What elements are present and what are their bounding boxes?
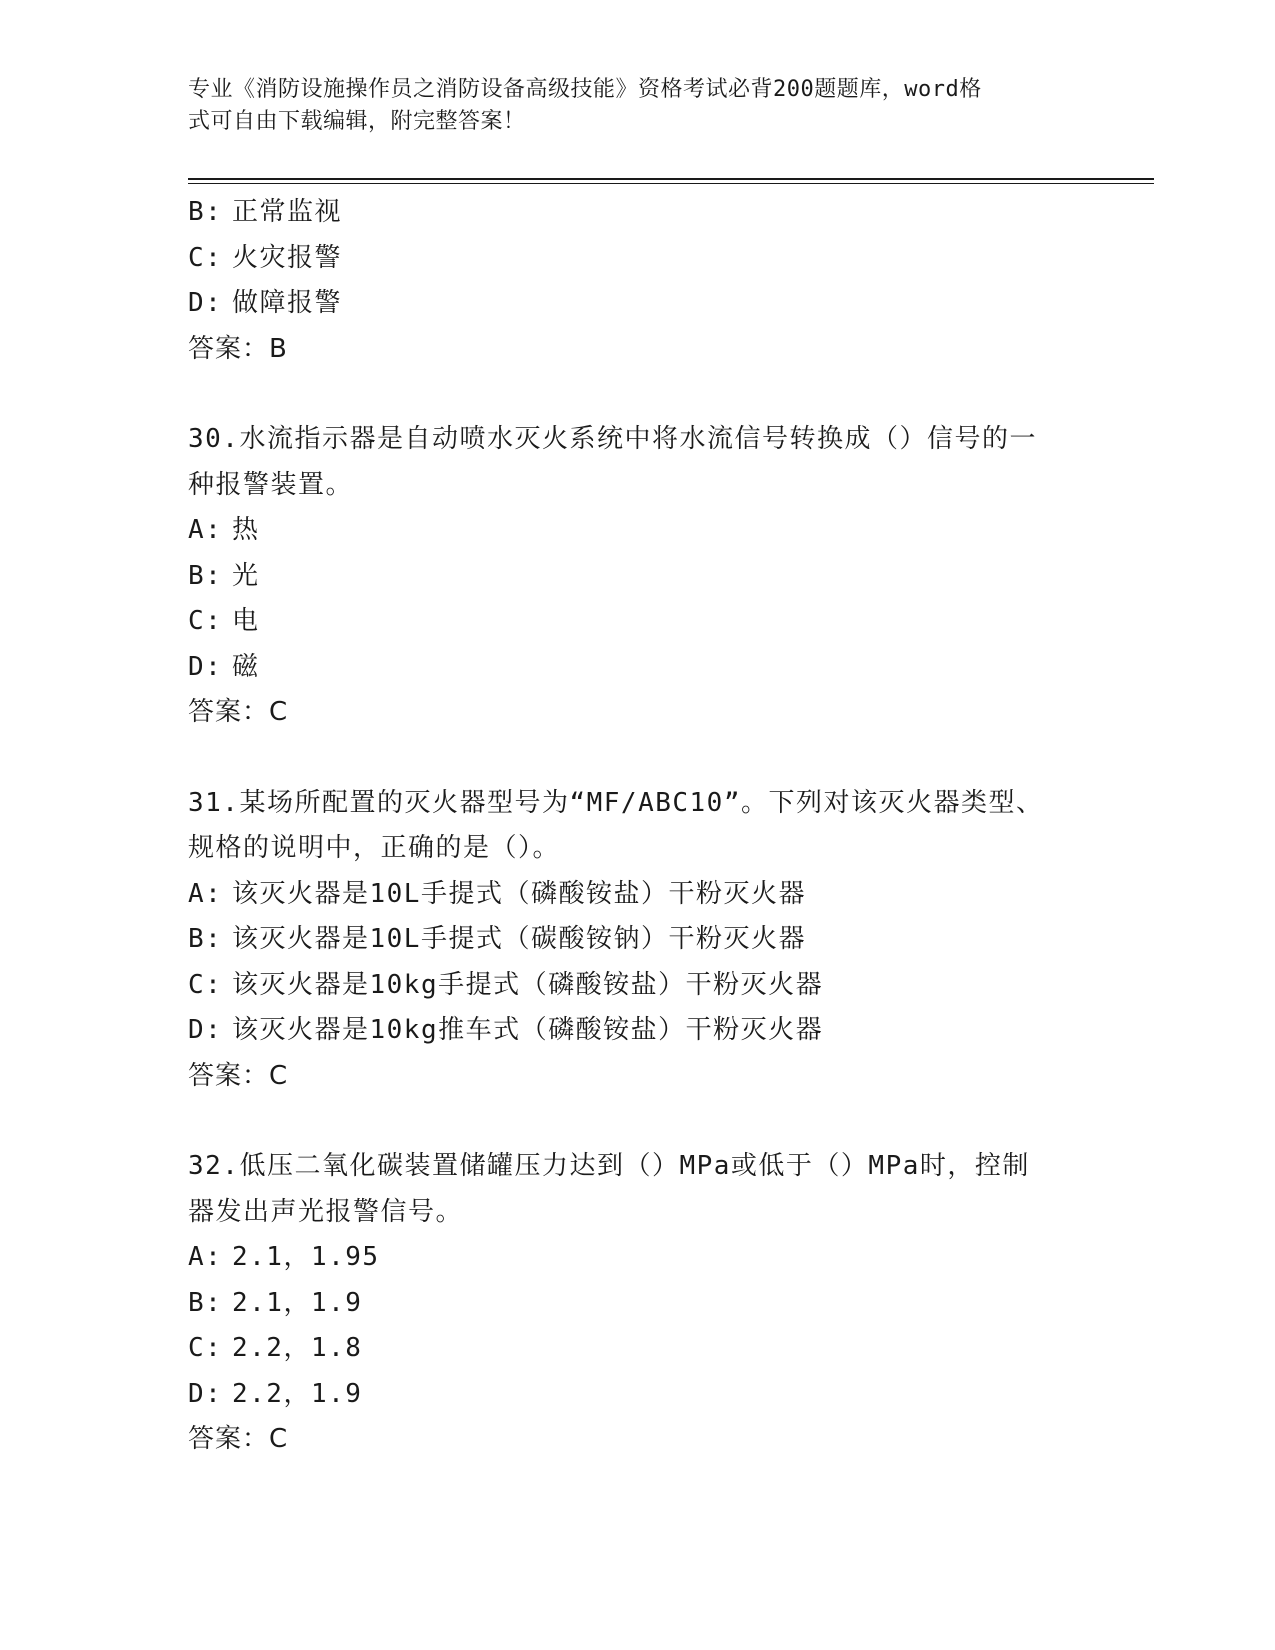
option-text: 热 [232,515,260,545]
option-a [188,872,1088,918]
option-c [188,963,1088,1009]
answer-line: 答案：B [188,333,288,364]
option-text: 电 [232,606,260,636]
header-line-1: 专业《消防设施操作员之消防设备高级技能》资格考试必背200题题库，word格 [188,77,982,102]
option-d [188,281,1088,327]
option-b [188,917,1088,963]
option-label: B: [188,560,223,591]
option-d [188,1372,1088,1418]
option-d [188,645,1088,691]
option-label: D: [188,288,223,318]
question-32 [188,1144,1088,1463]
question-stem-line-1: 30.水流指示器是自动喷水灭火系统中将水流信号转换成（）信号的一 [188,424,1037,454]
option-label: A: [188,1242,223,1272]
option-text: 火灾报警 [232,242,343,273]
question-stem-line-1: 31.某场所配置的灭火器型号为“MF/ABC10”。下列对该灭火器类型、 [188,787,1044,818]
option-label: D: [188,651,223,682]
option-a [188,1235,1088,1281]
option-label: B: [188,197,223,227]
question-stem-line-1: 32.低压二氧化碳装置储罐压力达到（）MPa或低于（）MPa时，控制 [188,1151,1030,1181]
previous-question-tail [188,190,1088,372]
option-label: A: [188,878,223,909]
option-c [188,599,1088,645]
option-label: C: [188,969,223,1000]
option-label: D: [188,1378,223,1409]
option-text: 2.2，1.9 [232,1378,363,1409]
option-text: 该灭火器是10L手提式（碳酸铵钠）干粉灭火器 [232,924,806,954]
question-list [188,190,1088,1463]
option-text: 磁 [232,651,260,682]
option-text: 该灭火器是10kg手提式（磷酸铵盐）干粉灭火器 [232,969,824,1000]
option-b [188,190,1088,236]
option-d [188,1008,1088,1054]
header-divider-thin [188,183,1154,184]
answer-line: 答案：C [188,1424,289,1454]
option-label: C: [188,606,223,636]
answer-line: 答案：C [188,1060,289,1091]
option-c [188,236,1088,282]
option-text: 2.1，1.95 [232,1242,380,1272]
header-divider-thick [188,178,1154,180]
option-label: A: [188,515,223,545]
option-text: 该灭火器是10L手提式（磷酸铵盐）干粉灭火器 [232,878,806,909]
answer-line: 答案：C [188,697,289,727]
question-31 [188,781,1088,1100]
option-text: 2.1，1.9 [232,1287,363,1318]
question-stem-line-2: 规格的说明中，正确的是（）。 [188,833,561,863]
option-text: 光 [232,560,260,591]
question-stem-line-2: 种报警装置。 [188,469,354,500]
option-c [188,1326,1088,1372]
document-header [188,74,1068,138]
option-b [188,554,1088,600]
header-line-2: 式可自由下载编辑，附完整答案！ [188,109,526,134]
option-text: 做障报警 [232,288,343,318]
question-stem-line-2: 器发出声光报警信号。 [188,1196,464,1227]
option-b [188,1281,1088,1327]
option-label: B: [188,924,223,954]
option-label: C: [188,1333,223,1363]
option-a [188,508,1088,554]
option-text: 2.2，1.8 [232,1333,363,1363]
question-30 [188,417,1088,736]
option-label: B: [188,1287,223,1318]
option-text: 该灭火器是10kg推车式（磷酸铵盐）干粉灭火器 [232,1015,824,1045]
option-text: 正常监视 [232,197,343,227]
option-label: D: [188,1015,223,1045]
option-label: C: [188,242,223,273]
